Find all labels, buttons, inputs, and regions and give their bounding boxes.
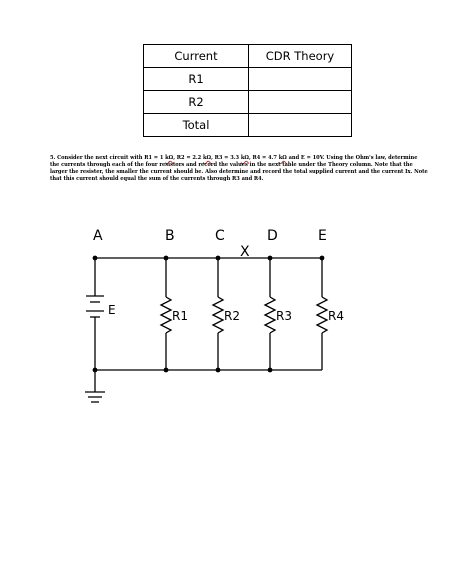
node-label-b: B [165, 228, 175, 244]
unit-kohm-r4: kΩ [278, 155, 287, 161]
header-current: Current [144, 45, 249, 68]
row-label-r2: R2 [144, 91, 249, 114]
junction-d-bottom [268, 368, 273, 373]
junction-a-top [93, 256, 98, 261]
node-label-c: C [215, 228, 225, 244]
resistor-label-r2: R2 [224, 309, 240, 323]
junction-c-bottom [216, 368, 221, 373]
junction-b-bottom [164, 368, 169, 373]
resistor-label-r1: R1 [172, 309, 188, 323]
unit-kohm-r2: kΩ [203, 155, 212, 161]
source-label-e: E [108, 303, 116, 317]
unit-kohm-r1: kΩ [165, 155, 174, 161]
junction-c-top [216, 256, 221, 261]
instr-part2: , R2 = 2.2 [173, 155, 203, 161]
header-cdr-theory: CDR Theory [249, 45, 352, 68]
row-label-r1: R1 [144, 68, 249, 91]
instr-part3: , R3 = 3.3 [211, 155, 241, 161]
resistor-label-r4: R4 [328, 309, 344, 323]
instr-part1: 5. Consider the next circuit with R1 = 1 [50, 155, 166, 161]
junction-d-top [268, 256, 273, 261]
resistor-r3 [265, 258, 275, 370]
battery-branch [85, 258, 105, 402]
node-label-e: E [318, 228, 327, 244]
row-label-total: Total [144, 114, 249, 137]
junction-a-bottom [93, 368, 98, 373]
node-label-a: A [93, 228, 103, 244]
node-label-d: D [267, 228, 278, 244]
instr-part4: , R4 = 4.7 [248, 155, 279, 161]
instr-part5: and E = 10V. Using the Ohm's law, determine the currents through each of the four resistors and record the values in the next table under the Theory column. Note that the larger the resister, the smaller the current should be. Also determine and record the total supplied current and the current Ix. Note that this current should equal the sum of the currents through R3 and R4. [50, 155, 428, 182]
junction-e-top [320, 256, 325, 261]
junction-b-top [164, 256, 169, 261]
resistor-label-r3: R3 [276, 309, 292, 323]
resistor-r4 [317, 258, 327, 370]
unit-kohm-r3: kΩ [240, 155, 249, 161]
current-marker-x: X [240, 244, 250, 260]
resistor-r2 [213, 258, 223, 370]
resistor-r1 [161, 258, 171, 370]
